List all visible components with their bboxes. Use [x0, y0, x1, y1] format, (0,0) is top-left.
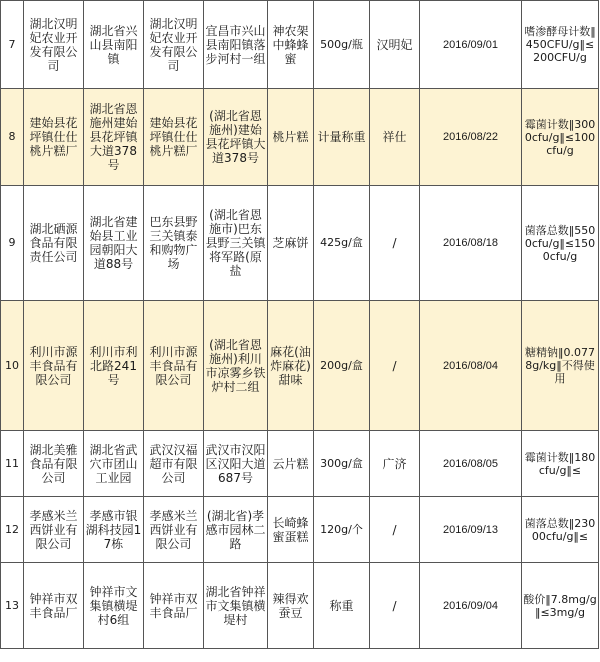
product-name: 辣得欢蚕豆: [268, 563, 314, 649]
producer-name: 湖北美雅食品有限公司: [24, 431, 84, 497]
failed-item: 菌落总数‖5500cfu/g‖≤1500cfu/g: [522, 186, 599, 301]
producer-name: 建始县花坪镇仕仕桃片糕厂: [24, 89, 84, 186]
row-number: 10: [1, 301, 24, 431]
product-spec: 300g/盒: [314, 431, 370, 497]
product-name: 麻花(油炸麻花)甜味: [268, 301, 314, 431]
table-row: [1, 431, 599, 497]
producer-address: 湖北省兴山县南阳镇: [84, 1, 144, 89]
table-row: [1, 301, 599, 431]
brand: /: [370, 563, 420, 649]
producer-address: 钟祥市文集镇横堤村6组: [84, 563, 144, 649]
failed-item: 菌落总数‖23000cfu/g‖≤: [522, 497, 599, 563]
seller-name: 钟祥市双丰食品厂: [144, 563, 204, 649]
seller-name: 利川市源丰食品有限公司: [144, 301, 204, 431]
row-number: 12: [1, 497, 24, 563]
brand: /: [370, 301, 420, 431]
table-row: [1, 497, 599, 563]
seller-address: (湖北省)孝感市园林二路: [204, 497, 268, 563]
seller-name: 建始县花坪镇仕仕桃片糕厂: [144, 89, 204, 186]
table-row: [1, 89, 599, 186]
product-spec: 425g/盒: [314, 186, 370, 301]
row-number: 13: [1, 563, 24, 649]
product-spec: 500g/瓶: [314, 1, 370, 89]
failed-item: 糖精钠‖0.0778g/kg‖不得使用: [522, 301, 599, 431]
seller-address: 武汉市汉阳区汉阳大道687号: [204, 431, 268, 497]
brand: /: [370, 497, 420, 563]
product-spec: 称重: [314, 563, 370, 649]
table-row: [1, 186, 599, 301]
failed-item: 霉菌计数‖180cfu/g‖≤: [522, 431, 599, 497]
brand: 广济: [370, 431, 420, 497]
producer-address: 利川市利北路241号: [84, 301, 144, 431]
seller-address: (湖北省恩施市)巴东县野三关镇将军路(原盐: [204, 186, 268, 301]
production-date: 2016/08/18: [420, 186, 522, 301]
seller-address: 湖北省钟祥市文集镇横堤村: [204, 563, 268, 649]
product-spec: 计量称重: [314, 89, 370, 186]
seller-address: (湖北省恩施州)利川市凉雾乡铁炉村二组: [204, 301, 268, 431]
row-number: 7: [1, 1, 24, 89]
production-date: 2016/09/01: [420, 1, 522, 89]
producer-name: 孝感米兰西饼业有限公司: [24, 497, 84, 563]
product-name: 云片糕: [268, 431, 314, 497]
producer-address: 湖北省恩施州建始县花坪镇大道378号: [84, 89, 144, 186]
production-date: 2016/08/04: [420, 301, 522, 431]
production-date: 2016/09/13: [420, 497, 522, 563]
producer-name: 湖北硒源食品有限责任公司: [24, 186, 84, 301]
product-spec: 120g/个: [314, 497, 370, 563]
row-number: 9: [1, 186, 24, 301]
producer-address: 湖北省武穴市团山工业园: [84, 431, 144, 497]
seller-name: 孝感米兰西饼业有限公司: [144, 497, 204, 563]
table-row: [1, 1, 599, 89]
seller-name: 湖北汉明妃农业开发有限公司: [144, 1, 204, 89]
table-row: [1, 563, 599, 649]
product-spec: 200g/盒: [314, 301, 370, 431]
seller-name: 武汉汉福超市有限公司: [144, 431, 204, 497]
seller-address: (湖北省恩施州)建始县花坪镇大道378号: [204, 89, 268, 186]
production-date: 2016/09/04: [420, 563, 522, 649]
failed-item: 酸价‖7.8mg/g‖≤3mg/g: [522, 563, 599, 649]
brand: 祥仕: [370, 89, 420, 186]
product-name: 芝麻饼: [268, 186, 314, 301]
producer-name: 钟祥市双丰食品厂: [24, 563, 84, 649]
failed-item: 霉菌计数‖3000cfu/g‖≤100cfu/g: [522, 89, 599, 186]
row-number: 8: [1, 89, 24, 186]
producer-address: 孝感市银湖科技园17栋: [84, 497, 144, 563]
producer-name: 湖北汉明妃农业开发有限公司: [24, 1, 84, 89]
brand: /: [370, 186, 420, 301]
row-number: 11: [1, 431, 24, 497]
product-name: 神农架中蜂蜂蜜: [268, 1, 314, 89]
product-name: 长崎蜂蜜蛋糕: [268, 497, 314, 563]
seller-name: 巴东县野三关镇泰和购物广场: [144, 186, 204, 301]
producer-address: 湖北省建始县工业园朝阳大道88号: [84, 186, 144, 301]
product-name: 桃片糕: [268, 89, 314, 186]
brand: 汉明妃: [370, 1, 420, 89]
failed-item: 嗜渗酵母计数‖450CFU/g‖≤200CFU/g: [522, 1, 599, 89]
production-date: 2016/08/05: [420, 431, 522, 497]
producer-name: 利川市源丰食品有限公司: [24, 301, 84, 431]
production-date: 2016/08/22: [420, 89, 522, 186]
seller-address: 宜昌市兴山县南阳镇落步河村一组: [204, 1, 268, 89]
